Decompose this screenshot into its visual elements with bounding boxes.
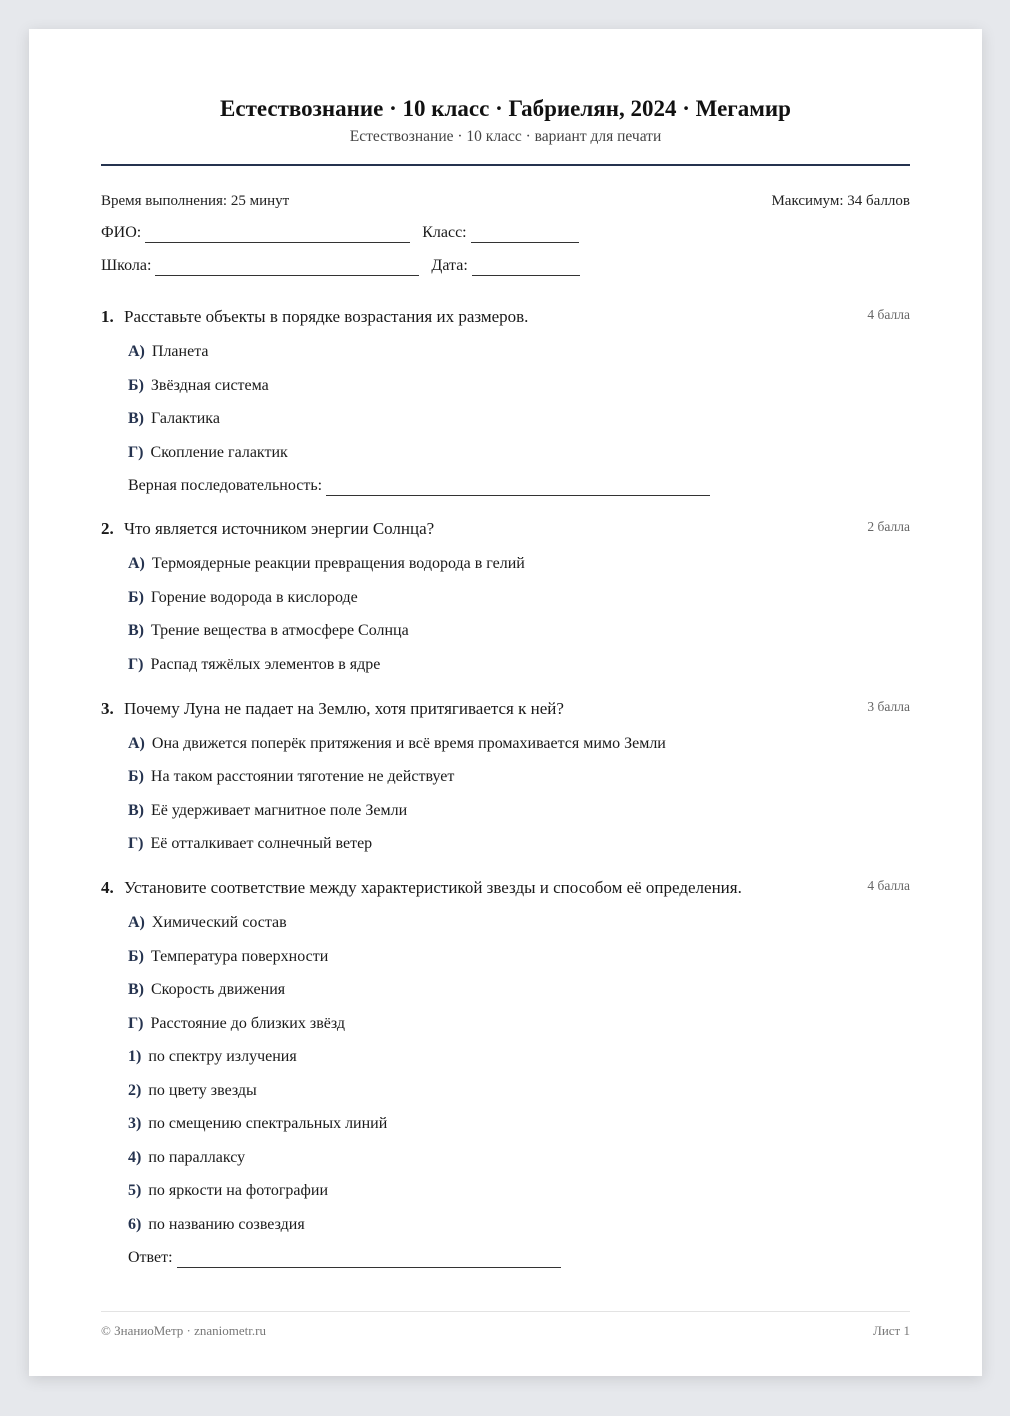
question-text: Почему Луна не падает на Землю, хотя притягивается к ней?	[124, 698, 564, 718]
school-input-line[interactable]	[155, 261, 419, 276]
option-letter: Б)	[128, 947, 144, 965]
answer-input-line[interactable]	[326, 481, 710, 496]
option-letter: В)	[128, 622, 144, 639]
method-text: по смещению спектральных линий	[148, 1115, 388, 1132]
method-number: 1)	[128, 1048, 142, 1065]
method-number: 2)	[128, 1081, 142, 1099]
answer-input-line[interactable]	[177, 1253, 561, 1268]
option-letter: Г)	[128, 443, 144, 461]
option-letter: А)	[128, 914, 145, 931]
option-text: На таком расстоянии тяготение не действует	[150, 768, 455, 785]
question-text: Расставьте объекты в порядке возрастания их размеров.	[124, 307, 529, 326]
option-letter: Б)	[128, 768, 144, 785]
question-points: 4 балла	[867, 307, 910, 322]
page-number: Лист 1	[873, 1323, 910, 1338]
method-2	[128, 1081, 910, 1101]
page-footer	[101, 1311, 910, 1339]
method-5	[128, 1181, 910, 1201]
method-4	[128, 1148, 910, 1168]
question-points: 2 балла	[867, 519, 910, 534]
characteristic-b	[128, 947, 910, 967]
page-title: Естествознание · 10 класс · Габриелян, 2024 · Мегамир	[220, 96, 791, 121]
method-6	[128, 1215, 910, 1235]
characteristic-d	[128, 1014, 910, 1034]
method-text: по яркости на фотографии	[148, 1182, 329, 1199]
option-letter: А)	[128, 734, 145, 752]
question-number: 2.	[101, 519, 114, 538]
max-score: Максимум: 34 баллов	[771, 193, 910, 209]
student-fields-row-2	[101, 256, 910, 276]
answer-label: Верная последовательность:	[128, 477, 323, 494]
method-number: 6)	[128, 1215, 142, 1233]
option-letter: В)	[128, 981, 144, 998]
method-text: по названию созвездия	[148, 1215, 305, 1233]
option-text: Её отталкивает солнечный ветер	[150, 835, 373, 852]
option-d[interactable]	[128, 834, 910, 854]
option-text: Она движется поперёк притяжения и всё время промахивается мимо Земли	[151, 734, 666, 752]
option-b[interactable]	[128, 767, 910, 787]
option-text: Планета	[151, 343, 209, 360]
option-text: Звёздная система	[150, 376, 269, 394]
method-text: по спектру излучения	[148, 1048, 297, 1065]
option-text: Горение водорода в кислороде	[150, 588, 358, 606]
option-c[interactable]	[128, 801, 910, 821]
option-letter: А)	[128, 343, 145, 360]
question-number: 1.	[101, 307, 114, 326]
time-limit: Время выполнения: 25 минут	[101, 193, 290, 209]
option-letter: Б)	[128, 376, 144, 394]
option-letter: В)	[128, 410, 144, 427]
header-divider	[101, 164, 910, 166]
class-label: Класс:	[422, 224, 467, 241]
class-input-line[interactable]	[471, 228, 579, 243]
worksheet-page	[29, 29, 982, 1376]
answer-row	[128, 476, 910, 496]
answer-label: Ответ:	[128, 1249, 173, 1266]
option-text: Химический состав	[151, 914, 287, 931]
characteristic-a	[128, 913, 910, 933]
question-3	[101, 698, 910, 855]
question-points: 3 балла	[867, 698, 910, 714]
option-b[interactable]	[128, 376, 910, 396]
option-c[interactable]	[128, 621, 910, 641]
method-3	[128, 1114, 910, 1134]
method-text: по параллаксу	[148, 1148, 246, 1166]
option-text: Расстояние до близких звёзд	[150, 1014, 346, 1032]
method-number: 3)	[128, 1115, 142, 1132]
option-a[interactable]	[128, 734, 910, 754]
worksheet-content	[101, 29, 910, 1268]
option-a[interactable]	[128, 554, 910, 574]
option-letter: Г)	[128, 835, 144, 852]
page-subtitle: Естествознание · 10 класс · вариант для печати	[349, 128, 662, 145]
option-text: Трение вещества в атмосфере Солнца	[151, 622, 409, 639]
option-text: Галактика	[151, 410, 220, 427]
option-text: Температура поверхности	[150, 947, 329, 965]
option-text: Распад тяжёлых элементов в ядре	[150, 655, 381, 673]
method-1	[128, 1047, 910, 1067]
question-4	[101, 877, 910, 1268]
option-b[interactable]	[128, 588, 910, 608]
option-letter: Г)	[128, 1014, 144, 1032]
method-text: по цвету звезды	[148, 1081, 257, 1099]
method-number: 4)	[128, 1148, 142, 1166]
option-c[interactable]	[128, 409, 910, 429]
fio-label: ФИО:	[101, 224, 142, 241]
option-a[interactable]	[128, 342, 910, 362]
option-text: Скорость движения	[151, 981, 286, 998]
question-text: Что является источником энергии Солнца?	[124, 519, 435, 538]
option-letter: В)	[128, 801, 144, 819]
question-2	[101, 518, 910, 675]
question-1	[101, 306, 910, 496]
student-fields-row-1	[101, 223, 910, 243]
question-points: 4 балла	[867, 878, 910, 893]
question-text: Установите соответствие между характеристикой звезды и способом её определения.	[124, 878, 742, 897]
question-number: 3.	[101, 698, 114, 718]
option-text: Её удерживает магнитное поле Земли	[151, 801, 408, 819]
footer-copyright: © ЗнаниоМетр · znaniometr.ru	[101, 1323, 266, 1338]
option-text: Термоядерные реакции превращения водорода в гелий	[151, 555, 525, 572]
date-input-line[interactable]	[472, 261, 580, 276]
option-d[interactable]	[128, 443, 910, 463]
question-number: 4.	[101, 878, 114, 897]
date-label: Дата:	[431, 257, 468, 274]
option-text: Скопление галактик	[150, 443, 288, 461]
fio-input-line[interactable]	[145, 228, 410, 243]
option-letter: Г)	[128, 655, 144, 673]
option-letter: Б)	[128, 588, 144, 606]
answer-row	[128, 1248, 910, 1268]
method-number: 5)	[128, 1182, 142, 1199]
meta-row	[101, 191, 910, 211]
option-d[interactable]	[128, 655, 910, 675]
option-letter: А)	[128, 555, 145, 572]
characteristic-c	[128, 980, 910, 1000]
school-label: Школа:	[101, 257, 152, 274]
